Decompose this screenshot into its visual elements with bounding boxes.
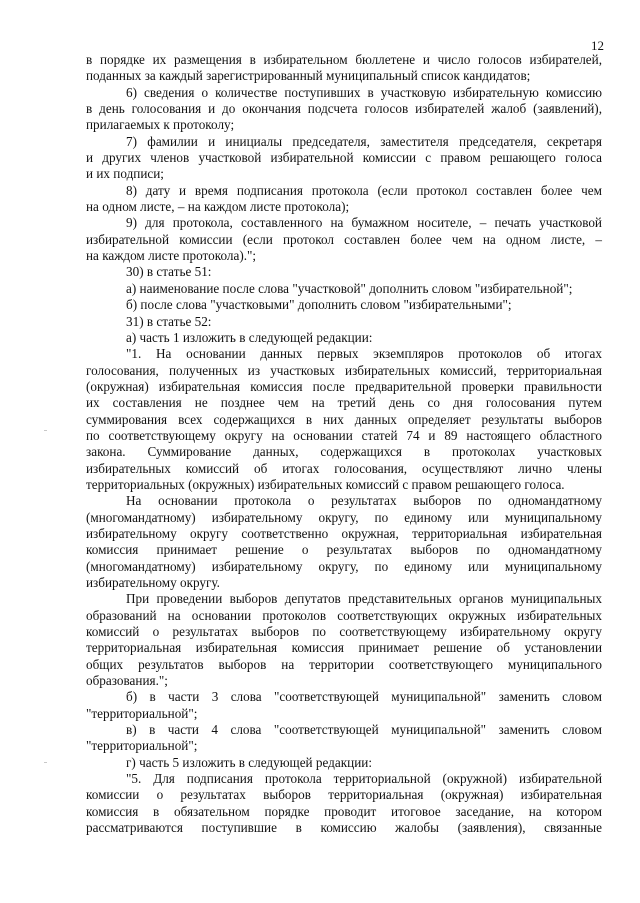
text-line: (многомандатному) избирательному округу, по единому или муниципальному bbox=[86, 558, 602, 574]
page-number: 12 bbox=[591, 38, 604, 53]
document-body bbox=[86, 52, 602, 837]
text-line: комиссия принимает решение о результатах выборов по одномандатному bbox=[86, 542, 602, 558]
text-line: При проведении выборов депутатов представительных органов муниципальных bbox=[126, 591, 602, 607]
text-line: "5. Для подписания протокола территориальной (окружной) избирательной bbox=[126, 771, 602, 787]
scan-edge-mark bbox=[44, 762, 47, 763]
text-line: (многомандатному) избирательному округу, по единому или муниципальному bbox=[86, 509, 602, 525]
text-line: 6) сведения о количестве поступивших в участковую избирательную комиссию bbox=[126, 84, 602, 100]
text-line: на каждом листе протокола)."; bbox=[86, 248, 257, 264]
text-line: рассматриваются поступившие в комиссию жалобы (заявления), связанные bbox=[86, 820, 602, 836]
text-line: 8) дату и время подписания протокола (если протокол составлен более чем bbox=[126, 182, 602, 198]
text-line: и других членов участковой избирательной комиссии с правом решающего голоса bbox=[86, 150, 602, 166]
text-line: в порядке их размещения в избирательном бюллетене и число голосов избирателей, bbox=[86, 52, 602, 67]
text-line: образований на основании протоколов соответствующих окружных избирательных bbox=[86, 607, 602, 623]
text-line: "территориальной"; bbox=[86, 738, 198, 754]
text-line: избирательной комиссии (если протокол составлен более чем на одном листе, – bbox=[86, 231, 602, 247]
text-line: б) после слова "участковыми" дополнить словом "избирательными"; bbox=[126, 297, 512, 313]
text-line: б) в части 3 слова "соответствующей муниципальной" заменить словом bbox=[126, 689, 602, 705]
text-line: голосования, полученных из участковых избирательных комиссий, территориальная bbox=[86, 362, 602, 378]
text-line: 9) для протокола, составленного на бумажном носителе, – печать участковой bbox=[126, 215, 602, 231]
text-line: избирательному округу. bbox=[86, 575, 220, 590]
text-line: комиссия в обязательном порядке проводит итоговое заседание, на котором bbox=[86, 803, 602, 819]
text-line: комиссии о результатах выборов территориальная (окружная) избирательная bbox=[86, 787, 602, 803]
text-line: общих результатов выборов на территории соответствующего муниципального bbox=[86, 656, 602, 672]
text-line: избирательных комиссий об итогах голосования, осуществляют лично члены bbox=[86, 460, 602, 476]
text-line: их составления не позднее чем на третий день со дня голосования путем bbox=[86, 395, 602, 411]
text-line: закона. Суммирование данных, содержащихся в протоколах участковых bbox=[86, 444, 602, 460]
text-line: образования."; bbox=[86, 673, 168, 689]
text-line: избирательному округу соответственно окружная, территориальная избирательная bbox=[86, 525, 602, 541]
text-line: а) часть 1 изложить в следующей редакции: bbox=[126, 329, 373, 345]
text-line: (окружная) избирательная комиссия после предварительной проверки правильности bbox=[86, 378, 602, 394]
text-line: "1. На основании данных первых экземпляров протоколов об итогах bbox=[126, 346, 602, 362]
text-line: 7) фамилии и инициалы председателя, заместителя председателя, секретаря bbox=[126, 133, 602, 149]
text-line: на одном листе, – на каждом листе протокола); bbox=[86, 199, 350, 215]
text-line: территориальных (окружных) избирательных комиссий с правом решающего голоса. bbox=[86, 476, 565, 492]
scan-edge-mark bbox=[44, 430, 47, 431]
text-line: прилагаемых к протоколу; bbox=[86, 117, 235, 133]
text-line: суммирования всех содержащихся в них данных определяет результаты выборов bbox=[86, 411, 602, 427]
text-line: а) наименование после слова "участковой" дополнить словом "избирательной"; bbox=[126, 280, 573, 296]
text-line: в день голосования и до окончания подсчета голосов избирателей жалоб (заявлений), bbox=[86, 101, 602, 117]
text-line: поданных за каждый зарегистрированный муниципальный список кандидатов; bbox=[86, 68, 531, 84]
text-line: На основании протокола о результатах выборов по одномандатному bbox=[126, 493, 602, 509]
text-line: в) в части 4 слова "соответствующей муниципальной" заменить словом bbox=[126, 722, 602, 738]
text-line: территориальная избирательная комиссия принимает решение об установлении bbox=[86, 640, 602, 656]
text-line: 30) в статье 51: bbox=[126, 264, 212, 280]
text-line: по соответствующему округу на основании статей 74 и 89 настоящего областного bbox=[86, 427, 602, 443]
text-line: комиссий о результатах выборов по соответствующему избирательному округу bbox=[86, 624, 602, 640]
text-line: и их подписи; bbox=[86, 166, 164, 182]
text-line: "территориальной"; bbox=[86, 705, 198, 721]
text-line: г) часть 5 изложить в следующей редакции: bbox=[126, 754, 372, 770]
text-line: 31) в статье 52: bbox=[126, 313, 212, 329]
